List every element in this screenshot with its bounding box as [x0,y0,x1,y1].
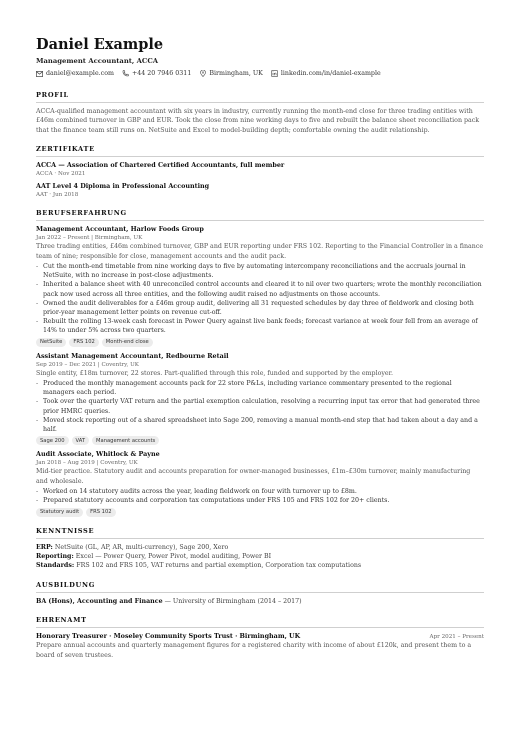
job-tags [36,436,484,445]
education-entry: BA (Hons), Accounting and Finance — University of Birmingham (2014 – 2017) [36,597,302,605]
contact-row [36,70,484,77]
candidate-name: Daniel Example [36,36,164,53]
skill-tag: NetSuite [36,338,66,347]
job-meta: Sep 2019 – Dec 2021 | Coventry, UK [36,361,139,368]
certification-item: ACCA — Association of Chartered Certified Accountants, full member ACCA · Nov 2021 [36,161,285,178]
profile-section [36,91,484,135]
skill-tag: Statutory audit [36,508,83,517]
skill-row: Standards: FRS 102 and FRS 105, VAT returns and partial exemption, Corporation tax computations [36,562,362,570]
job-summary: Mid-tier practice. Statutory audit and accounts preparation for owner-managed businesses, £1m–£30m turnover, mainly manufacturing and wholesale. [36,468,471,485]
linkedin-icon [271,70,278,77]
contact-email[interactable]: daniel@example.com [36,70,114,77]
candidate-title: Management Accountant, ACCA [36,57,159,65]
skill-tag: VAT [72,436,90,445]
phone-icon [122,70,129,77]
volunteer-section [36,616,484,660]
section-heading: ZERTIFIKATE [36,145,484,157]
certifications-section [36,145,484,199]
job-summary: Three trading entities, £46m combined turnover, GBP and EUR reporting under FRS 102. Reporting to the Financial Controller in a finance team of nine; responsible for close, management accounts and the audit pack. [36,243,484,260]
list-item: - Moved stock reporting out of a shared spreadsheet into Sage 200, removing a manual month-end step that had taken about a day and a half. [36,416,484,434]
skills-section [36,527,484,571]
list-item: - Produced the monthly management accounts pack for 22 store P&Ls, including variance commentary presented to the regional managers each period. [36,379,484,397]
list-item: - Took over the quarterly VAT return and the partial exemption calculation, resolving a recurring input tax error that had generated three prior HMRC queries. [36,397,484,415]
contact-linkedin[interactable]: linkedin.com/in/daniel-example [271,70,381,77]
volunteer-text: Prepare annual accounts and quarterly management figures for a registered charity with income of about £120k, and present them to a board of seven trustees. [36,642,472,659]
certification-item: AAT Level 4 Diploma in Professional Accounting AAT · Jun 2018 [36,182,210,199]
list-item: - Worked on 14 statutory audits across the year, leading fieldwork on four with turnover up to £8m. [36,487,484,496]
list-item: - Prepared statutory accounts and corporation tax computations under FRS 105 and FRS 102 for 20+ clients. [36,496,484,505]
job-tags [36,338,484,347]
job-title: Audit Associate, Whitlock & Payne [36,450,160,459]
section-heading: AUSBILDUNG [36,581,484,593]
volunteer-date: Apr 2021 – Present [429,634,484,641]
section-heading: EHRENAMT [36,616,484,628]
job-bullets [36,487,484,505]
job-meta: Jan 2022 – Present | Birmingham, UK [36,235,143,242]
skill-row: Reporting: Excel — Power Query, Power Pivot, model auditing, Power BI [36,552,272,560]
job-tags [36,508,484,517]
skill-row: ERP: NetSuite (GL, AP, AR, multi-currency), Sage 200, Xero [36,543,229,551]
job-title: Assistant Management Accountant, Redbourne Retail [36,351,229,360]
list-item: - Owned the audit deliverables for a £46m group audit, delivering all 31 requested schedules by day three of fieldwork and closing both prior-year management letter points on revenue cut-off. [36,299,484,317]
job-summary: Single entity, £18m turnover, 22 stores. Part-qualified through this role, funded and supported by the employer. [36,369,393,377]
skill-tag: FRS 102 [86,508,115,517]
job-meta: Jan 2018 – Aug 2019 | Coventry, UK [36,460,138,467]
section-heading: BERUFSERFAHRUNG [36,209,484,221]
experience-section [36,209,484,516]
job-bullets [36,262,484,336]
volunteer-title: Honorary Treasurer · Moseley Community Sports Trust · Birmingham, UK [36,632,301,641]
mail-icon [36,70,43,77]
contact-location: Birmingham, UK [199,70,263,77]
job-title: Management Accountant, Harlow Foods Group [36,225,204,234]
section-heading: PROFIL [36,91,484,103]
list-item: - Cut the month-end timetable from nine working days to five by automating intercompany reconciliations and the accruals journal in NetSuite, with no increase in post-close adjustments. [36,262,484,280]
education-section [36,581,484,606]
skill-tag: Month-end close [102,338,153,347]
location-icon [199,70,206,77]
list-item: - Inherited a balance sheet with 40 unreconciled control accounts and cleared it to nil over two quarters; wrote the monthly reconciliation pack now used across all three entities, and the following audit raised no adjustments on those accounts. [36,280,484,298]
section-heading: KENNTNISSE [36,527,484,539]
contact-phone[interactable]: +44 20 7946 0311 [122,70,191,77]
job-bullets [36,379,484,434]
job-entry [36,225,484,346]
skill-tag: FRS 102 [69,338,98,347]
list-item: - Rebuilt the rolling 13-week cash forecast in Power Query against live bank feeds; forecast variance at week four fell from an average of 14% to under 5% across two quarters. [36,317,484,335]
skill-tag: Management accounts [92,436,159,445]
skill-tag: Sage 200 [36,436,69,445]
volunteer-header [36,632,484,641]
job-entry [36,352,484,446]
profile-text: ACCA-qualified management accountant with six years in industry, currently running the month-end close for three trading entities with £46m combined turnover in GBP and EUR. Took the close from nine working days to five and rebuilt the balance sheet reconciliation pack that the finance team still runs on. NetSuite and Excel to model-building depth; comfortable owning the audit relationship. [36,108,480,134]
job-entry [36,450,484,516]
